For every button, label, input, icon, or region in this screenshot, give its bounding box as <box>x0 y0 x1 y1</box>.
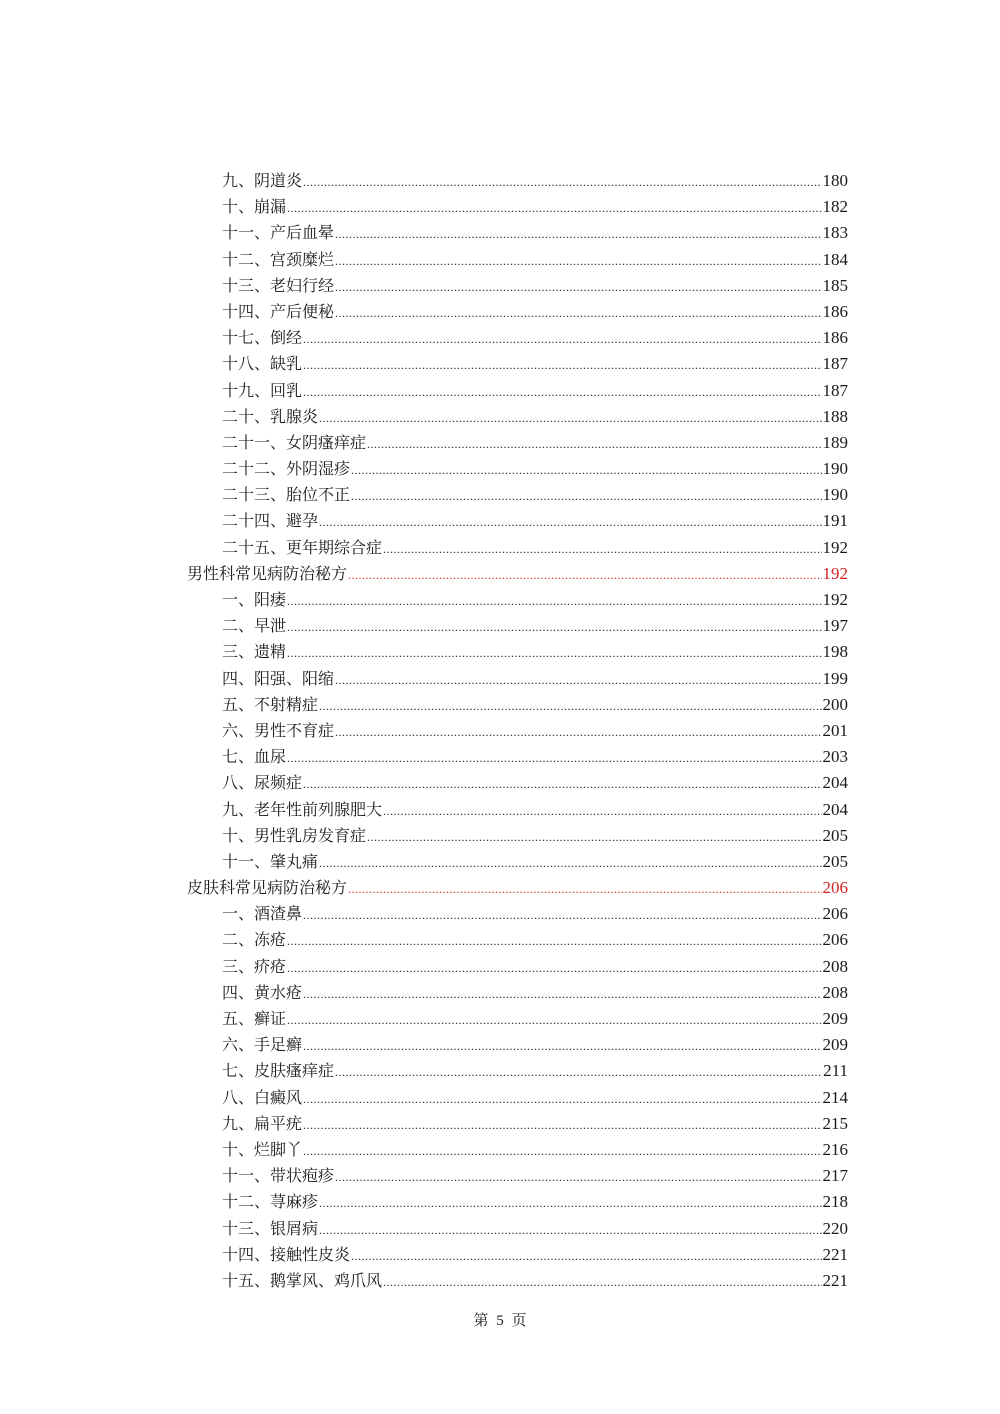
toc-page-number: 200 <box>822 694 848 714</box>
toc-page-number: 187 <box>822 354 848 374</box>
dot-leader <box>303 981 821 1007</box>
dot-leader <box>335 248 821 274</box>
toc-page-number: 182 <box>822 197 848 217</box>
toc-page-number: 198 <box>822 642 848 662</box>
toc-entry[interactable] <box>187 168 848 194</box>
toc-entry-title: 六、男性不育症 <box>222 722 335 740</box>
toc-entry[interactable] <box>187 1058 848 1084</box>
toc-entry[interactable] <box>187 535 848 561</box>
dot-leader <box>287 745 821 771</box>
dot-leader <box>351 457 821 483</box>
toc-entry-title: 十七、倒经 <box>222 330 303 348</box>
toc-entry-title: 九、老年性前列腺肥大 <box>222 801 383 819</box>
toc-page-number: 220 <box>822 1218 848 1238</box>
toc-entry-title: 十三、老妇行经 <box>222 277 335 295</box>
toc-page-number: 183 <box>822 223 848 243</box>
toc-section-heading[interactable] <box>187 875 848 901</box>
dot-leader <box>319 1190 821 1216</box>
toc-entry[interactable] <box>187 456 848 482</box>
toc-entry-title: 六、手足癣 <box>222 1037 303 1055</box>
page-number-footer: 第 5 页 <box>473 1313 527 1329</box>
toc-entry[interactable] <box>187 1085 848 1111</box>
toc-entry[interactable] <box>187 587 848 613</box>
toc-section-heading[interactable] <box>187 561 848 587</box>
toc-entry-title: 十、崩漏 <box>222 199 287 217</box>
toc-page-number: 204 <box>822 799 848 819</box>
toc-entry-title: 二、冻疮 <box>222 932 287 950</box>
toc-entry-title: 二十一、女阴瘙痒症 <box>222 434 367 452</box>
toc-page-number: 204 <box>822 773 848 793</box>
toc-entry[interactable] <box>187 901 848 927</box>
toc-entry[interactable] <box>187 1189 848 1215</box>
toc-page-number: 201 <box>822 720 848 740</box>
toc-page-number: 187 <box>822 380 848 400</box>
toc-entry-title: 皮肤科常见病防治秘方 <box>187 880 348 898</box>
toc-page-number: 186 <box>822 301 848 321</box>
dot-leader <box>287 588 821 614</box>
toc-page-number: 211 <box>823 1061 848 1081</box>
toc-entry-title: 十二、宫颈糜烂 <box>222 251 335 269</box>
toc-entry[interactable] <box>187 273 848 299</box>
toc-entry[interactable] <box>187 299 848 325</box>
toc-entry-title: 十二、荨麻疹 <box>222 1194 319 1212</box>
dot-leader <box>287 640 821 666</box>
toc-page-number: 205 <box>822 851 848 871</box>
dot-leader <box>287 928 821 954</box>
toc-entry[interactable] <box>187 666 848 692</box>
toc-entry-title: 十一、产后血晕 <box>222 225 335 243</box>
toc-entry[interactable] <box>187 823 848 849</box>
toc-page-number: 203 <box>822 747 848 767</box>
dot-leader <box>335 719 821 745</box>
toc-entry-title: 五、不射精症 <box>222 696 319 714</box>
toc-entry-title: 十一、肇丸痛 <box>222 853 319 871</box>
dot-leader <box>348 876 821 902</box>
toc-entry-title: 九、阴道炎 <box>222 173 303 190</box>
toc-page-number: 188 <box>822 406 848 426</box>
toc-entry-title: 三、疥疮 <box>222 958 287 976</box>
toc-entry-title: 四、黄水疮 <box>222 984 303 1002</box>
toc-page-number: 192 <box>822 537 848 557</box>
toc-entry[interactable] <box>187 1163 848 1189</box>
toc-entry-title: 十八、缺乳 <box>222 356 303 374</box>
toc-entry-title: 男性科常见病防治秘方 <box>187 565 348 583</box>
toc-entry-title: 十、男性乳房发育症 <box>222 827 367 845</box>
toc-entry-title: 二十四、避孕 <box>222 513 319 531</box>
dot-leader <box>303 379 821 405</box>
toc-entry[interactable] <box>187 692 848 718</box>
dot-leader <box>367 824 821 850</box>
dot-leader <box>303 326 821 352</box>
toc-entry[interactable] <box>187 482 848 508</box>
dot-leader <box>383 1269 821 1295</box>
toc-page-number: 199 <box>822 668 848 688</box>
toc-entry-title: 五、癣证 <box>222 1011 287 1028</box>
toc-page-number: 189 <box>822 432 848 452</box>
toc-entry-title: 十四、产后便秘 <box>222 303 335 321</box>
toc-entry[interactable] <box>187 954 848 980</box>
dot-leader <box>319 1217 821 1243</box>
toc-entry[interactable] <box>187 220 848 246</box>
dot-leader <box>335 274 821 300</box>
toc-page-number: 209 <box>822 1035 848 1055</box>
toc-entry-title: 十三、银屑病 <box>222 1220 319 1238</box>
toc-entry-title: 七、血尿 <box>222 749 287 767</box>
toc-page-number: 214 <box>822 1087 848 1107</box>
toc-entry[interactable] <box>187 613 848 639</box>
toc-entry[interactable] <box>187 744 848 770</box>
dot-leader <box>303 771 821 797</box>
toc-page-number: 185 <box>822 275 848 295</box>
dot-leader <box>287 195 821 221</box>
toc-page-number: 221 <box>822 1244 848 1264</box>
toc-entry-title: 三、遗精 <box>222 644 287 662</box>
dot-leader <box>319 509 821 535</box>
toc-entry[interactable] <box>187 1216 848 1242</box>
dot-leader <box>351 483 821 509</box>
dot-leader <box>335 300 821 326</box>
dot-leader <box>303 169 821 195</box>
toc-entry-title: 二十二、外阴湿疹 <box>222 461 351 479</box>
toc-entry-title: 一、酒渣鼻 <box>222 906 303 924</box>
toc-entry[interactable] <box>187 430 848 456</box>
toc-page-number: 192 <box>822 590 848 609</box>
dot-leader <box>303 352 821 378</box>
toc-entry-title: 十四、接触性皮炎 <box>222 1246 351 1264</box>
toc-entry[interactable] <box>187 404 848 430</box>
toc-entry-title: 十、烂脚丫 <box>222 1141 303 1159</box>
toc-page-number: 197 <box>822 616 848 636</box>
dot-leader <box>303 1033 821 1059</box>
dot-leader <box>319 850 821 876</box>
toc-page-number: 216 <box>822 1139 848 1159</box>
dot-leader <box>351 1243 821 1269</box>
toc-entry-title: 十五、鹅掌风、鸡爪风 <box>222 1272 383 1290</box>
dot-leader <box>348 562 821 588</box>
toc-entry[interactable] <box>187 247 848 273</box>
toc-entry[interactable] <box>187 194 848 220</box>
dot-leader <box>287 614 821 640</box>
toc-entry[interactable] <box>187 351 848 377</box>
toc-page-number: 192 <box>822 563 848 583</box>
toc-page-number: 186 <box>822 328 848 348</box>
toc-page-number: 184 <box>822 249 848 269</box>
dot-leader <box>303 902 821 928</box>
toc-page-number: 209 <box>822 1009 848 1028</box>
dot-leader <box>335 221 821 247</box>
toc-entry-title: 七、皮肤瘙痒症 <box>222 1063 335 1081</box>
toc-page-number: 180 <box>822 171 848 190</box>
toc-entry[interactable] <box>187 980 848 1006</box>
toc-entry[interactable] <box>187 639 848 665</box>
table-of-contents <box>187 168 848 1294</box>
toc-page-number: 206 <box>822 904 848 924</box>
toc-page-number: 190 <box>822 485 848 505</box>
toc-entry[interactable] <box>187 770 848 796</box>
toc-entry-title: 二十、乳腺炎 <box>222 408 319 426</box>
dot-leader <box>335 667 821 693</box>
toc-entry-title: 八、尿频症 <box>222 775 303 793</box>
toc-entry[interactable] <box>187 1032 848 1058</box>
toc-page-number: 191 <box>822 511 848 531</box>
toc-entry[interactable] <box>187 1006 848 1032</box>
dot-leader <box>287 955 821 981</box>
toc-entry[interactable] <box>187 797 848 823</box>
toc-page-number: 215 <box>822 1113 848 1133</box>
toc-page-number: 206 <box>822 930 848 950</box>
toc-entry[interactable] <box>187 378 848 404</box>
toc-entry-title: 四、阳强、阳缩 <box>222 670 335 688</box>
toc-entry-title: 一、阳痿 <box>222 592 287 609</box>
dot-leader <box>303 1138 821 1164</box>
dot-leader <box>367 431 821 457</box>
toc-entry[interactable] <box>187 849 848 875</box>
dot-leader <box>335 1059 822 1085</box>
toc-entry-title: 十一、带状疱疹 <box>222 1168 335 1186</box>
toc-page-number: 190 <box>822 459 848 479</box>
toc-page-number: 218 <box>822 1192 848 1212</box>
toc-entry-title: 二十五、更年期综合症 <box>222 539 383 557</box>
toc-entry[interactable] <box>187 1242 848 1268</box>
toc-page-number: 208 <box>822 956 848 976</box>
toc-entry[interactable] <box>187 508 848 534</box>
toc-page-number: 217 <box>822 1166 848 1186</box>
dot-leader <box>335 1164 821 1190</box>
toc-entry-title: 八、白癜风 <box>222 1089 303 1107</box>
dot-leader <box>319 405 821 431</box>
toc-entry[interactable] <box>187 1268 848 1294</box>
dot-leader <box>287 1007 821 1033</box>
toc-entry[interactable] <box>187 927 848 953</box>
toc-entry[interactable] <box>187 325 848 351</box>
dot-leader <box>303 1112 821 1138</box>
toc-page-number: 205 <box>822 825 848 845</box>
dot-leader <box>383 798 821 824</box>
toc-entry-title: 二十三、胎位不正 <box>222 487 351 505</box>
toc-entry-title: 九、扁平疣 <box>222 1115 303 1133</box>
toc-entry[interactable] <box>187 1111 848 1137</box>
toc-entry-title: 十九、回乳 <box>222 382 303 400</box>
toc-entry[interactable] <box>187 718 848 744</box>
dot-leader <box>319 693 821 719</box>
toc-page-number: 208 <box>822 982 848 1002</box>
dot-leader <box>383 536 821 562</box>
dot-leader <box>303 1086 821 1112</box>
toc-entry-title: 二、早泄 <box>222 618 287 636</box>
toc-page-number: 206 <box>822 878 848 898</box>
toc-entry[interactable] <box>187 1137 848 1163</box>
toc-page-number: 221 <box>822 1270 848 1290</box>
